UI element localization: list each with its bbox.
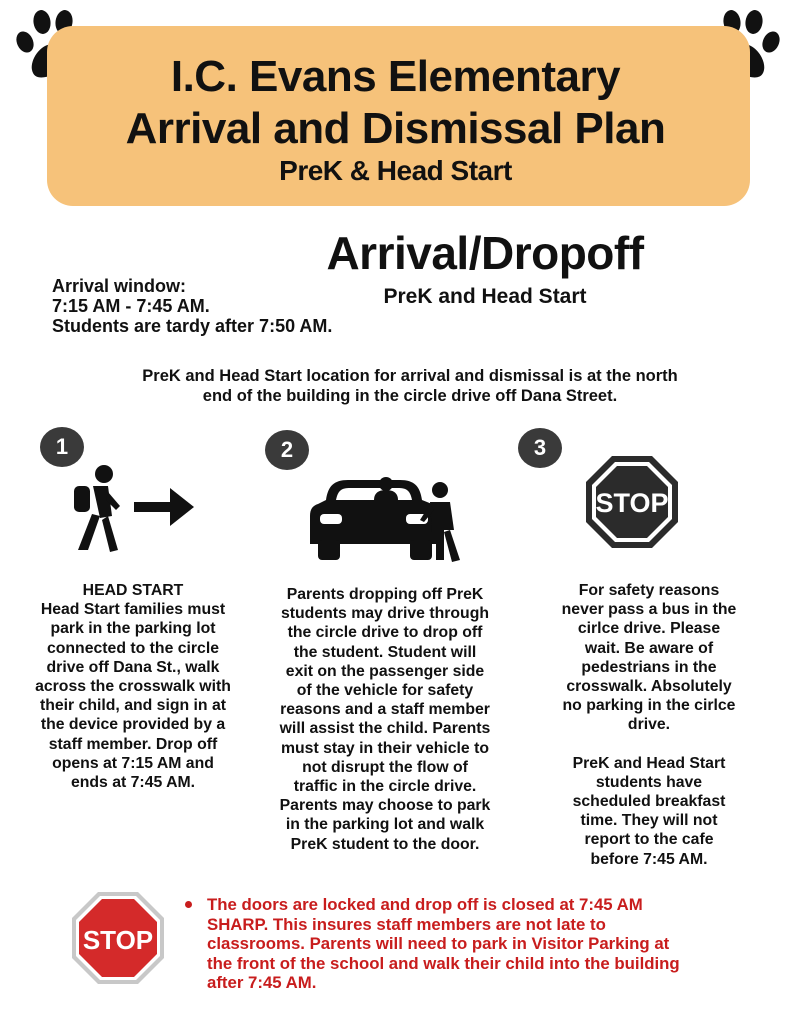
text-line: not disrupt the flow of <box>302 758 468 776</box>
text-line: PreK student to the door. <box>290 835 480 853</box>
text-line: the circle drive to drop off <box>287 624 483 642</box>
text-line: cirlce drive. Please <box>577 620 721 638</box>
plan-title: Arrival and Dismissal Plan <box>125 104 666 153</box>
text-line: the student. Student will <box>293 643 477 661</box>
step-number-3: 3 <box>518 428 562 468</box>
text-line: scheduled breakfast <box>572 793 726 811</box>
step-2-text <box>262 585 508 854</box>
text-line: their child, and sign in at <box>39 697 227 715</box>
text-line: the front of the school and walk their child into the building <box>207 953 680 973</box>
text-line: no parking in the cirlce <box>562 697 736 715</box>
closing-notice-text <box>207 895 757 993</box>
school-title: I.C. Evans Elementary <box>170 52 621 101</box>
red-stop-sign-text: STOP <box>82 925 154 955</box>
text-line: staff member. Drop off <box>48 735 218 753</box>
text-line: wait. Be aware of <box>584 639 714 657</box>
text-line: report to the cafe <box>584 831 714 849</box>
text-line: students may drive through <box>280 605 490 623</box>
text-line: after 7:45 AM. <box>207 973 317 992</box>
header-subtitle: PreK & Head Start <box>279 155 512 186</box>
location-line: end of the building in the circle drive off Dana Street. <box>202 387 618 405</box>
text-line: traffic in the circle drive. <box>293 778 477 796</box>
text-line: SHARP. This insures staff members are not late to <box>207 914 606 934</box>
text-line: HEAD START <box>82 582 184 599</box>
step-number-2: 2 <box>265 430 309 470</box>
arrival-window-label: Arrival window: <box>52 276 187 296</box>
text-line: of the vehicle for safety <box>296 682 474 700</box>
arrival-subheading: PreK and Head Start <box>383 285 587 308</box>
text-line: will assist the child. Parents <box>279 720 491 738</box>
text-line: crosswalk. Absolutely <box>566 678 732 696</box>
text-line: never pass a bus in the <box>561 601 737 619</box>
car-dropoff-icon <box>308 470 473 565</box>
arrival-window <box>52 276 332 336</box>
text-line: drive off Dana St., walk <box>46 658 220 676</box>
text-line: the device provided by a <box>40 716 226 734</box>
text-line: opens at 7:15 AM and <box>52 754 214 772</box>
step-1-text <box>20 581 246 792</box>
text-line: classrooms. Parents will need to park in Visitor Parking at <box>207 934 670 953</box>
text-line: drive. <box>627 716 671 734</box>
text-line: students have <box>595 773 703 791</box>
text-line: For safety reasons <box>578 582 720 599</box>
text-line: connected to the circle <box>46 639 220 657</box>
text-line: in the parking lot and walk <box>285 816 485 834</box>
text-line: Parents dropping off PreK <box>286 586 484 603</box>
text-line: before 7:45 AM. <box>590 850 708 868</box>
text-line: ends at 7:45 AM. <box>70 774 196 792</box>
text-line: Head Start families must <box>40 601 226 619</box>
step-3-text <box>540 581 758 869</box>
text-line: exit on the passenger side <box>285 662 485 680</box>
arrival-heading: Arrival/Dropoff <box>326 227 644 279</box>
stop-sign-icon <box>584 454 680 550</box>
location-line: PreK and Head Start location for arrival and dismissal is at the north <box>142 367 678 385</box>
text-line: reasons and a staff member <box>280 701 490 719</box>
text-line: park in the parking lot <box>50 620 216 638</box>
stop-sign-text: STOP <box>595 488 669 518</box>
text-line: must stay in their vehicle to <box>280 739 490 757</box>
walking-student-icon <box>66 460 201 560</box>
step-number-1: 1 <box>40 427 84 467</box>
spacer <box>540 735 758 754</box>
text-line: pedestrians in the <box>581 658 717 676</box>
location-note <box>110 366 710 406</box>
text-line: Parents may choose to park <box>279 797 491 815</box>
text-line: across the crosswalk with <box>35 678 231 696</box>
red-stop-sign-icon <box>70 890 166 986</box>
arrival-window-times: 7:15 AM - 7:45 AM. <box>52 296 210 316</box>
text-line: time. They will not <box>580 812 718 830</box>
text-line: PreK and Head Start <box>572 754 726 772</box>
tardy-notice: Students are tardy after 7:50 AM. <box>52 316 333 336</box>
bullet-icon <box>185 901 192 908</box>
text-line: The doors are locked and drop off is closed at 7:45 AM <box>207 895 643 914</box>
